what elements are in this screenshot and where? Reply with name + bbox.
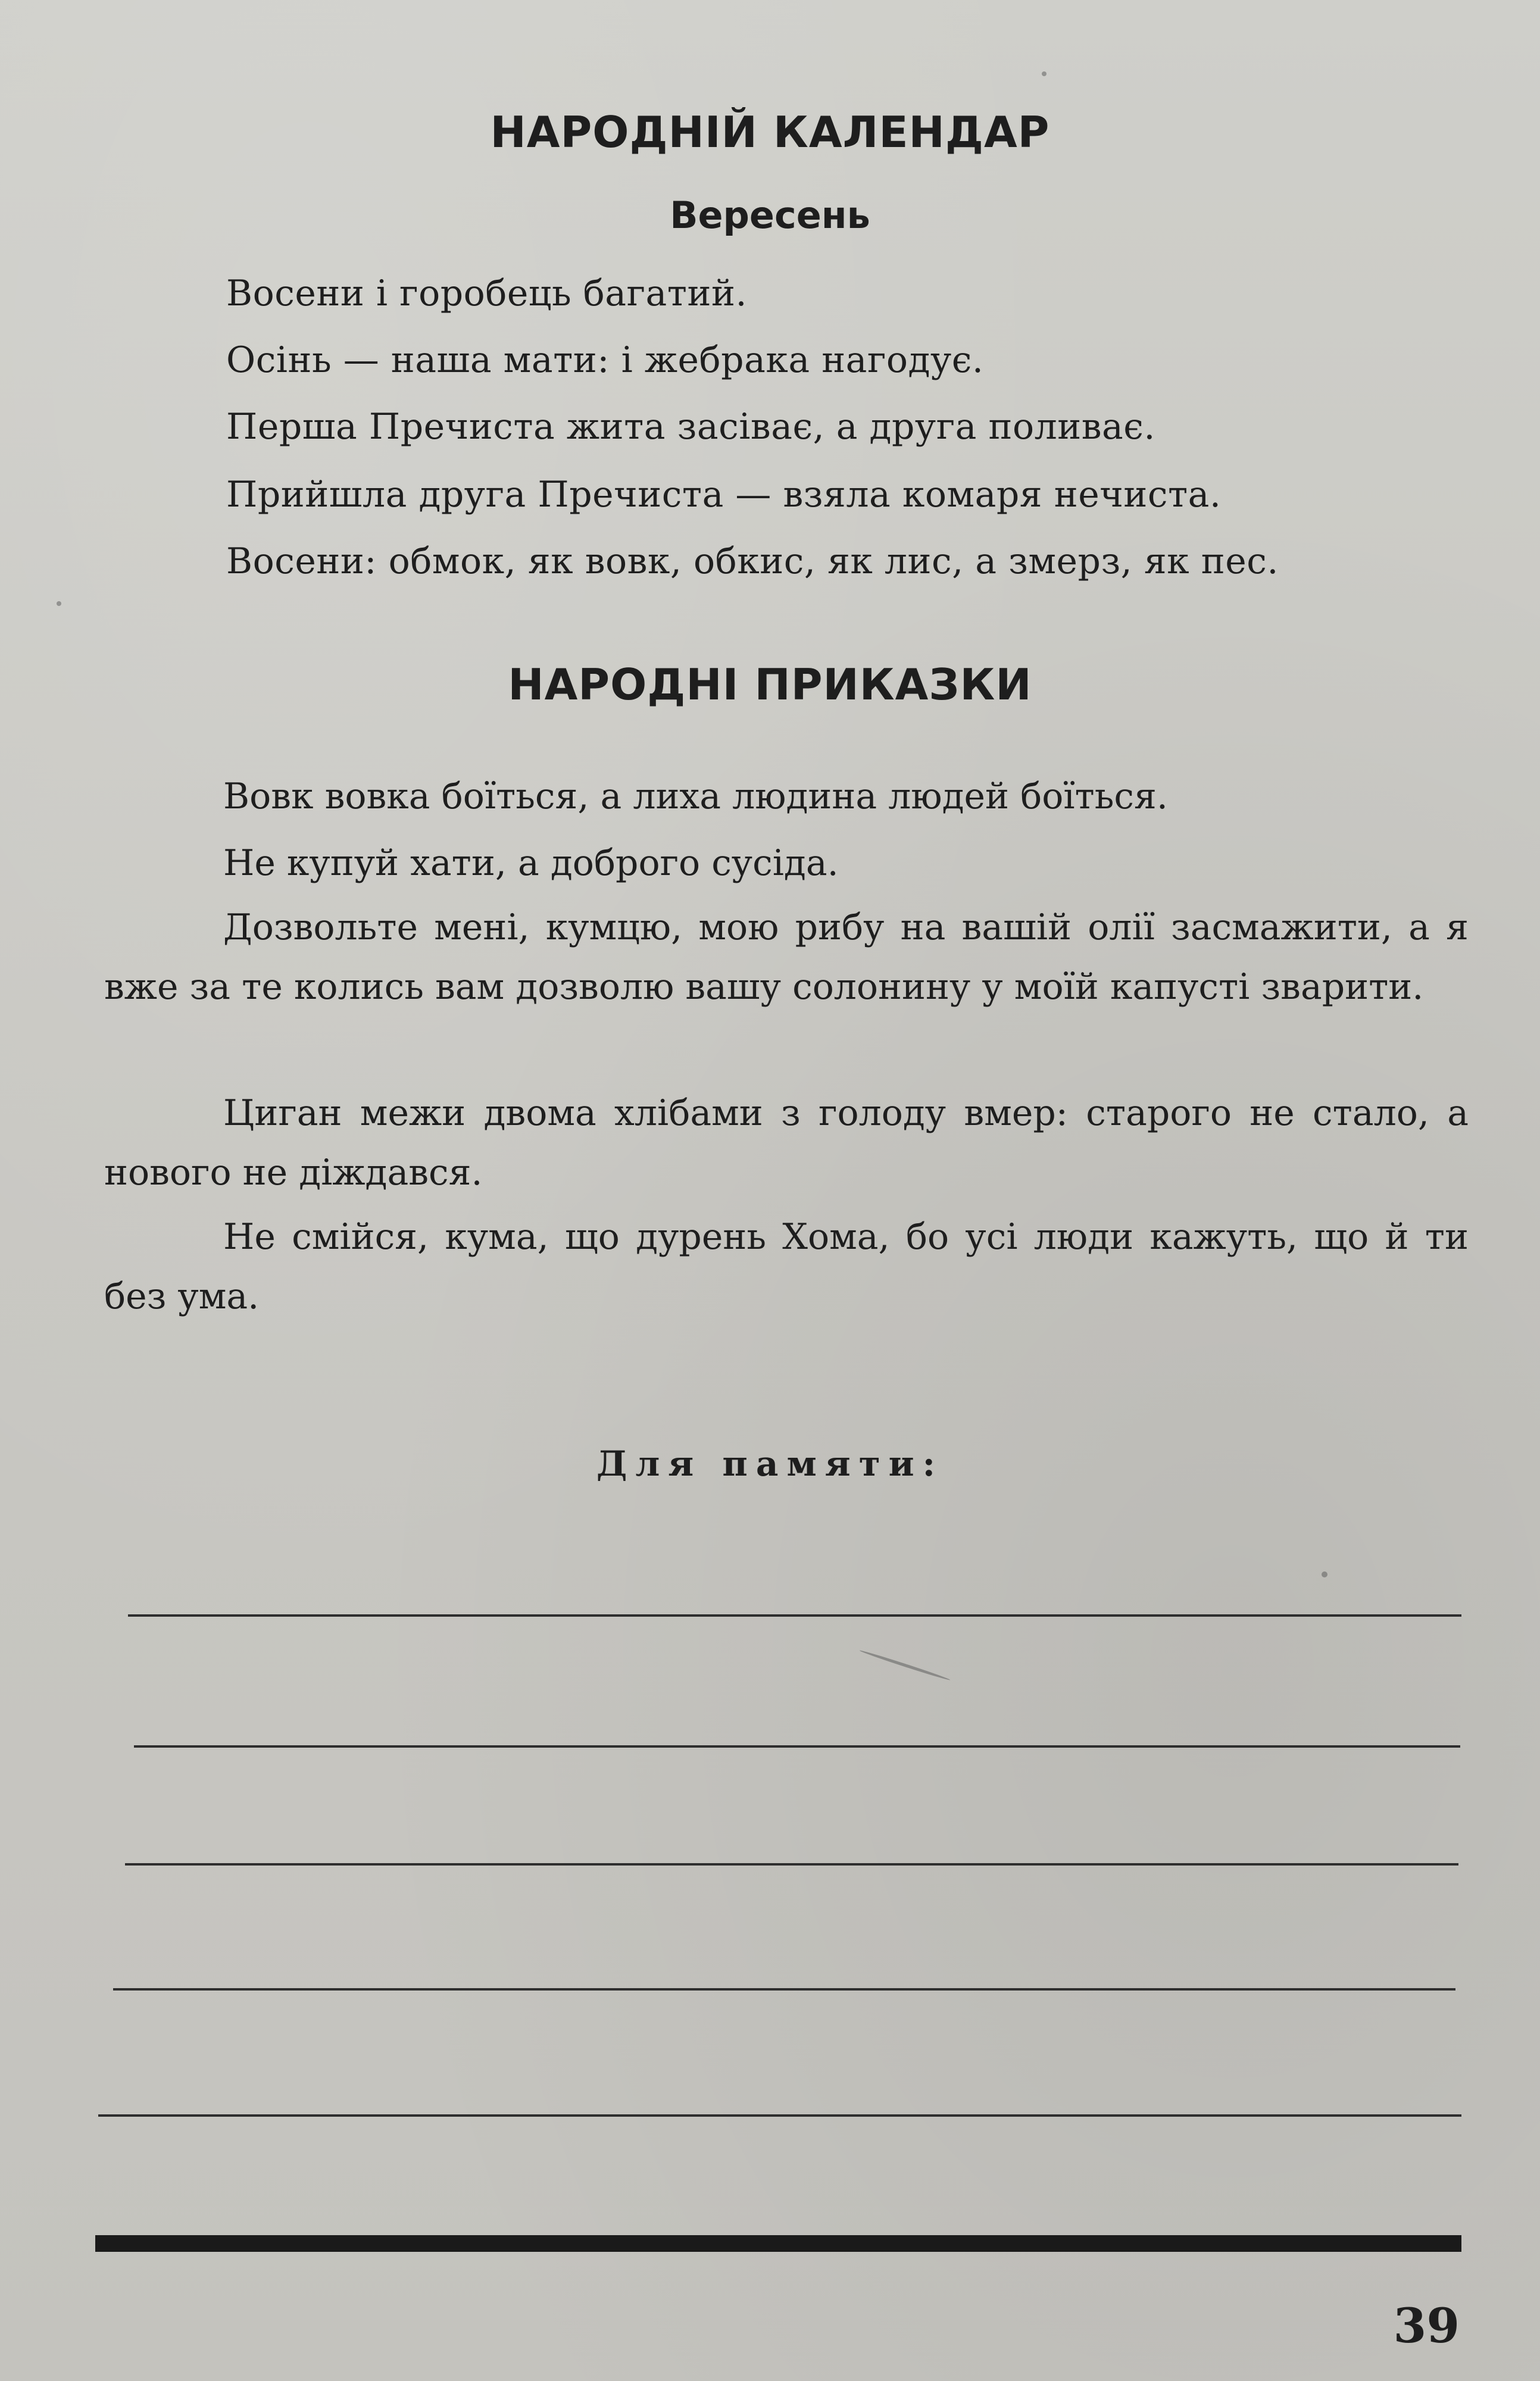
- calendar-line: Перша Пречиста жита засіває, а друга поливає.: [226, 406, 1155, 448]
- memo-title: Для памяти:: [596, 1443, 944, 1484]
- paper-speck: [1042, 71, 1047, 76]
- bottom-thick-rule: [95, 2235, 1461, 2252]
- paper-speck: [1322, 1571, 1327, 1577]
- memo-line: [113, 1988, 1455, 1991]
- saying-item: Вовк вовка боїться, а лиха людина людей боїться.: [223, 776, 1168, 817]
- saying-item: Дозвольте мені, кумцю, мою рибу на вашій олії засмажити, а я вже за те колись вам дозволю вашу солонину у моїй капусті зварити.: [104, 907, 1469, 1008]
- saying-item: Не смійся, кума, що дурень Хома, бо усі люди кажуть, що й ти без ума.: [104, 1216, 1469, 1317]
- calendar-line: Восени і горобець багатий.: [226, 273, 748, 314]
- saying-item: Не купуй хати, а доброго сусіда.: [223, 842, 839, 884]
- sayings-title: НАРОДНІ ПРИКАЗКИ: [508, 660, 1032, 710]
- paper-speck: [57, 601, 61, 606]
- memo-line: [98, 2114, 1461, 2117]
- calendar-month: Вересень: [670, 193, 870, 237]
- saying-item: Циган межи двома хлібами з голоду вмер: старого не стало, а нового не діждався.: [104, 1092, 1469, 1193]
- memo-line: [125, 1863, 1458, 1866]
- paper-scratch: [859, 1649, 951, 1681]
- page-number: 39: [1393, 2298, 1460, 2354]
- calendar-title: НАРОДНІЙ КАЛЕНДАР: [490, 107, 1050, 157]
- calendar-line: Прийшла друга Пречиста — взяла комаря нечиста.: [226, 474, 1222, 515]
- memo-line: [134, 1745, 1460, 1748]
- calendar-line: Восени: обмок, як вовк, обкис, як лис, а змерз, як пес.: [226, 540, 1279, 582]
- memo-line: [128, 1614, 1461, 1617]
- calendar-line: Осінь — наша мати: і жебрака нагодує.: [226, 339, 984, 381]
